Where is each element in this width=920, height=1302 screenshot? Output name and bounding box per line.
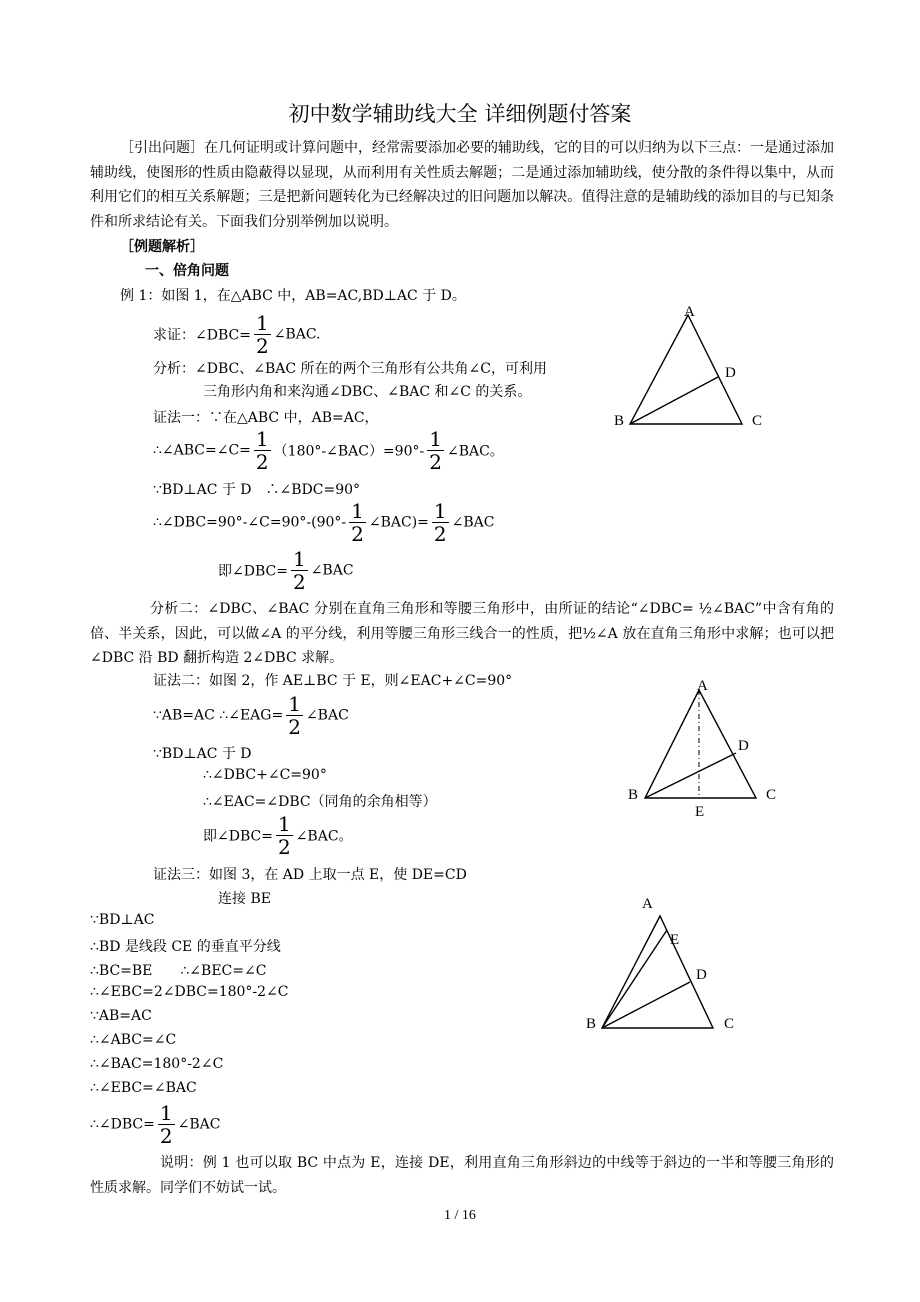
method-2-heading: 证法二：如图 2，作 AE⊥BC 于 E，则∠EAC+∠C=90° (153, 673, 513, 689)
method-3-line: ∴BD 是线段 CE 的垂直平分线 (90, 939, 281, 955)
method-2-step-3: ∵BD⊥AC 于 D (153, 746, 252, 762)
method-3-line: ∴∠EBC=∠BAC (90, 1080, 197, 1096)
method-1-step-4: ∴∠DBC=90°-∠C=90°-(90°- $\frac{1}{2}$ ∠BAC)= $\frac{1}{2}$ ∠BAC (153, 499, 495, 546)
method-3-line: ∵AB=AC (90, 1008, 152, 1024)
method-3-step-2: 连接 BE (218, 891, 271, 907)
figure-1-triangle (600, 300, 780, 435)
label-b: B (614, 413, 625, 429)
prove-text-b: ∠BAC. (273, 326, 321, 343)
method-2-conclusion: 即∠DBC= $\frac{1}{2}$ ∠BAC。 (203, 812, 353, 859)
prove-statement (153, 312, 320, 357)
segment-be (602, 930, 667, 1028)
figure-3-triangle (580, 890, 750, 1040)
fraction: $\frac{1}{2}$ (255, 427, 269, 474)
label-a: A (642, 896, 653, 912)
method-3-line: ∴∠EBC=2∠DBC=180°-2∠C (90, 984, 289, 1000)
segment-bd (602, 982, 690, 1028)
fraction: $\frac{1}{2}$ (159, 1101, 173, 1148)
method-1-heading: 证法一：∵在△ABC 中，AB=AC， (153, 410, 379, 426)
label-c: C (724, 1016, 735, 1032)
page-number: 1 / 16 (444, 1208, 476, 1223)
label-e: E (670, 932, 680, 948)
label-d: D (696, 967, 707, 983)
method-3-line: ∴BC=BE ∴∠BEC=∠C (90, 963, 267, 979)
method-3-heading: 证法三：如图 3，在 AD 上取一点 E，使 DE=CD (153, 867, 467, 883)
subsection-heading: 一、倍角问题 (145, 263, 229, 279)
figure-2-triangle (620, 672, 790, 822)
label-b: B (586, 1016, 597, 1032)
label-a: A (697, 678, 708, 694)
fraction: $\frac{1}{2}$ (433, 499, 447, 546)
method-3-line: ∴∠ABC=∠C (90, 1032, 177, 1048)
fraction: $\frac{1}{2}$ (351, 499, 364, 546)
fraction: $\frac{1}{2}$ (429, 427, 442, 474)
section-heading: ［例题解析］ (120, 239, 204, 255)
segment-bd (645, 753, 736, 798)
method-3-conclusion: ∴∠DBC= $\frac{1}{2}$ ∠BAC (90, 1101, 221, 1148)
label-c: C (752, 413, 763, 429)
method-1-step-3: ∵BD⊥AC 于 D ∴∠BDC=90° (153, 482, 361, 498)
prove-text-a: 求证：∠DBC= (153, 327, 251, 344)
method-2-step-4: ∴∠DBC+∠C=90° (203, 767, 327, 783)
label-e: E (695, 804, 705, 820)
method-3-line: ∴∠BAC=180°-2∠C (90, 1056, 224, 1072)
method-2-step-5: ∴∠EAC=∠DBC（同角的余角相等） (203, 794, 437, 810)
analysis-1-line-1: 分析：∠DBC、∠BAC 所在的两个三角形有公共角∠C，可利用 (153, 361, 547, 377)
label-b: B (628, 787, 639, 803)
label-a: A (684, 304, 695, 320)
page-title: 初中数学辅助线大全 详细例题付答案 (288, 102, 632, 126)
fraction: $\frac{1}{2}$ (292, 547, 306, 594)
analysis-2-paragraph: 分析二：∠DBC、∠BAC 分别在直角三角形和等腰三角形中，由所证的结论“∠DBC= ½∠BAC”中含有角的倍、半关系，因此，可以做∠A 的平分线，利用等腰三角形三线合一的性质，把½∠A 放在直角三角形中求解；也可以把∠DBC 沿 BD 翻折构造 2∠DBC 求解。 (90, 601, 834, 666)
example-1-statement: 例 1：如图 1，在△ABC 中，AB=AC,BD⊥AC 于 D。 (120, 288, 466, 304)
method-3-line: ∵BD⊥AC (90, 912, 155, 928)
method-1-conclusion: 即∠DBC= $\frac{1}{2}$ ∠BAC (218, 547, 354, 594)
method-1-step-2: ∴∠ABC=∠C= $\frac{1}{2}$ （180°-∠BAC）=90°- $\frac{1}{2}$ ∠BAC。 (153, 427, 504, 474)
fraction: $\frac{1}{2}$ (277, 812, 291, 859)
label-d: D (738, 738, 749, 754)
intro-paragraph: ［引出问题］在几何证明或计算问题中，经常需要添加必要的辅助线，它的目的可以归纳为以下三点：一是通过添加辅助线，使图形的性质由隐蔽得以显现，从而利用有关性质去解题；二是通过添加辅助线，使分散的条件得以集中，从而利用它们的相互关系解题；三是把新问题转化为已经解决过的旧问题加以解决。值得注意的是辅助线的添加目的与已知条件和所求结论有关。下面我们分别举例加以说明。 (90, 140, 834, 230)
analysis-1-line-2: 三角形内角和来沟通∠DBC、∠BAC 和∠C 的关系。 (203, 384, 532, 400)
label-d: D (725, 365, 736, 381)
label-c: C (766, 787, 777, 803)
method-2-step-2: ∵AB=AC ∴∠EAG= $\frac{1}{2}$ ∠BAC (153, 692, 349, 739)
note-paragraph: 说明：例 1 也可以取 BC 中点为 E，连接 DE，利用直角三角形斜边的中线等于斜边的一半和等腰三角形的性质求解。同学们不妨试一试。 (90, 1155, 834, 1196)
fraction: $\frac{1}{2}$ (255, 311, 269, 358)
fraction: $\frac{1}{2}$ (288, 692, 301, 739)
